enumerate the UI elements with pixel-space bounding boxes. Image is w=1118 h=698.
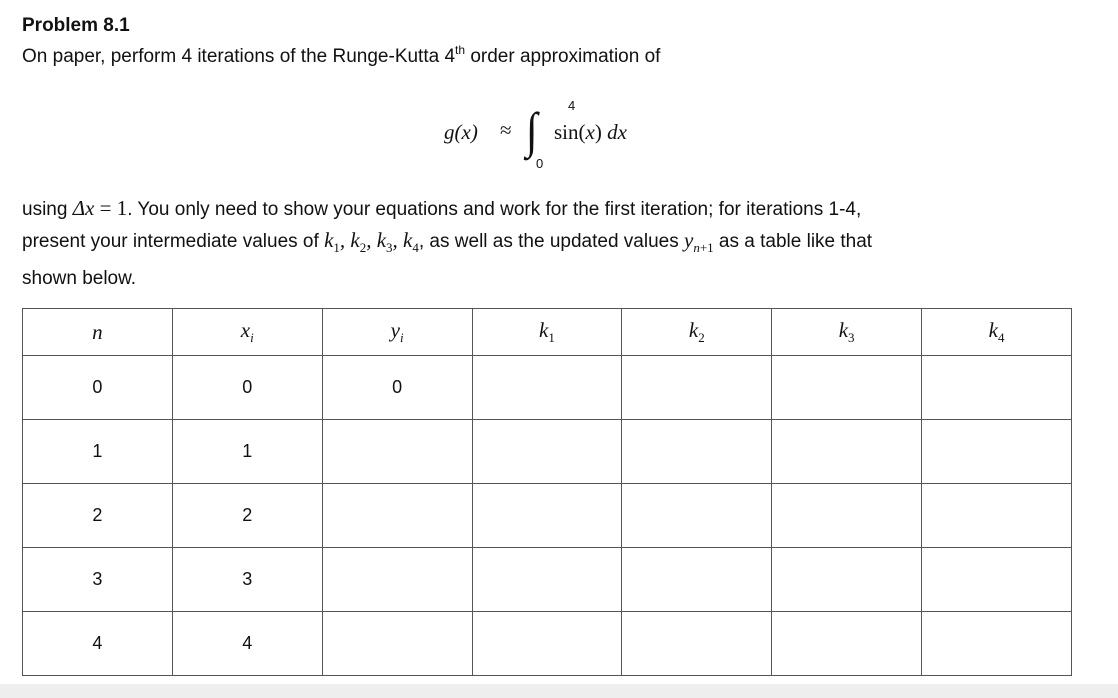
header-subscript: 4 [997,330,1005,346]
table-cell: 2 [23,484,173,548]
table-cell [922,420,1072,484]
header-subscript: 1 [548,330,555,346]
table-cell [472,420,622,484]
instructions-paragraph [22,193,1102,294]
header-symbol: k [988,317,998,342]
header-subscript: i [399,330,404,346]
table-cell [472,484,622,548]
table-cell [322,548,472,612]
integrand-function: sin( [554,120,586,144]
intro-text: On paper, perform 4 iterations of the Runge-Kutta 4 [22,46,456,67]
table-cell [922,356,1072,420]
header-symbol: x [240,317,251,342]
table-cell [922,548,1072,612]
header-symbol: y [390,317,400,342]
table-cell [622,420,772,484]
k-symbol: k [350,228,360,252]
window-bottom-edge [0,684,1118,698]
table-cell [922,484,1072,548]
delta-x: Δx [72,196,95,220]
k-subscript: 1 [333,240,340,256]
table-cell [772,612,922,676]
header-symbol: k [688,317,699,342]
table-cell: 4 [23,612,173,676]
integrand-close: ) [594,120,602,144]
instructions-line-3: shown below. [22,268,137,290]
y-subscript-rest: +1 [699,240,714,256]
integral-sign: ∫ [526,102,538,158]
table-cell: 2 [172,484,322,548]
y-symbol: y [683,228,694,252]
integral-upper-limit: 4 [568,98,576,113]
table-cell: 1 [172,420,322,484]
table-cell [322,420,472,484]
table-cell [472,548,622,612]
k-subscript: 2 [359,240,367,256]
header-symbol: k [838,317,849,342]
header-subscript: 2 [698,330,705,346]
intro-text-end: order approximation of [465,46,661,67]
table-cell [922,612,1072,676]
table-row [23,356,1072,420]
column-header [622,309,772,356]
table-row [23,420,1072,484]
table-cell: 0 [172,356,322,420]
table-cell [472,356,622,420]
differential: dx [607,120,627,144]
header-symbol: n [92,319,103,344]
integral-equation [440,96,700,172]
k-subscript: 3 [386,240,393,256]
column-header [772,309,922,356]
integrand-variable: x [585,120,595,144]
integrand [554,120,627,145]
table-cell: 0 [322,356,472,420]
table-cell [322,612,472,676]
intro-superscript: th [455,43,466,57]
table-cell [772,420,922,484]
k-subscript: 4 [412,240,419,256]
line1-prefix: using [22,199,73,220]
column-header [922,309,1072,356]
table-cell [772,548,922,612]
line2-mid: , as well as the updated values [418,231,684,252]
table-cell [322,484,472,548]
y-next [683,228,714,256]
table-cell: 1 [23,420,173,484]
column-header [23,309,173,356]
table-cell [622,356,772,420]
problem-title: Problem 8.1 [22,15,130,36]
table-cell [622,548,772,612]
column-header [322,309,472,356]
equation-lhs: g(x) [444,120,478,144]
table-cell: 4 [172,612,322,676]
k-symbol: k [324,228,334,252]
header-subscript: i [250,330,254,346]
column-header [472,309,622,356]
y-subscript-var: n [693,240,700,256]
table-header-row [23,309,1072,356]
line2-suffix: as a table like that [713,231,873,252]
approx-symbol: ≈ [500,118,512,142]
header-subscript: 3 [848,330,855,346]
k-symbol: k [376,228,387,252]
line1-suffix: . You only need to show your equations and work for the first iteration; for iterations 1-4, [127,199,862,220]
table-cell [772,356,922,420]
table-row [23,612,1072,676]
instructions-line-1 [22,193,1102,225]
table-cell: 3 [23,548,173,612]
table-cell [472,612,622,676]
table-cell [622,484,772,548]
table-cell [622,612,772,676]
step-value: = 1 [94,196,128,220]
problem-intro [22,44,660,70]
rk4-table [22,308,1072,676]
table-row [23,548,1072,612]
table-body [23,356,1072,676]
table-cell [772,484,922,548]
k-symbol: k [403,228,413,252]
line2-prefix: present your intermediate values of [22,231,325,252]
integral-lower-limit: 0 [536,156,544,171]
table-cell: 3 [172,548,322,612]
k-values: $k_1$, $k_2$, $k_3$, $k_4$ [324,228,419,256]
instructions-line-2 [22,225,1102,263]
table-cell: 0 [23,356,173,420]
column-header [172,309,322,356]
table-row [23,484,1072,548]
header-symbol: k [539,317,549,342]
